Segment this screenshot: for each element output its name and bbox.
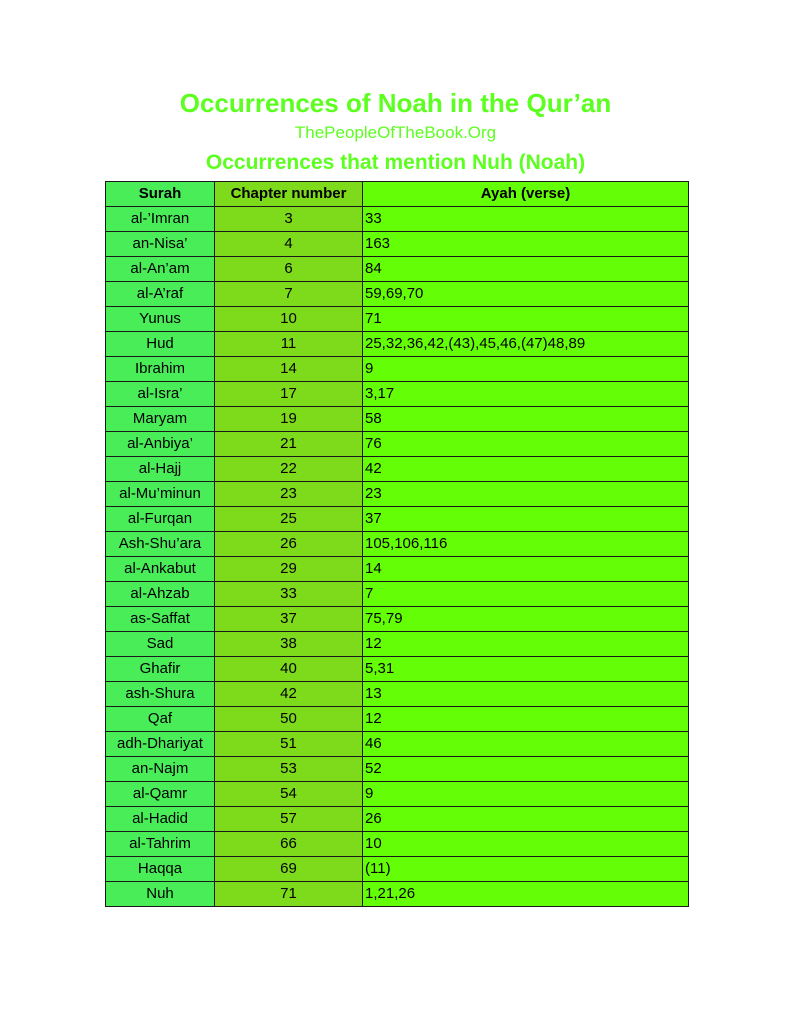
surah-cell: al-Hajj (106, 457, 215, 482)
ayah-cell: 42 (363, 457, 689, 482)
table-row (106, 482, 689, 507)
chapter-number-cell: 66 (215, 832, 363, 857)
header-chapter-number: Chapter number (215, 182, 363, 207)
header-row (106, 182, 689, 207)
table-row (106, 882, 689, 907)
table-row (106, 757, 689, 782)
ayah-cell: 33 (363, 207, 689, 232)
table-row (106, 707, 689, 732)
ayah-cell: 76 (363, 432, 689, 457)
ayah-cell: 105,106,116 (363, 532, 689, 557)
table-row (106, 282, 689, 307)
ayah-cell: (11) (363, 857, 689, 882)
table-row (106, 732, 689, 757)
surah-cell: an-Nisa’ (106, 232, 215, 257)
chapter-number-cell: 21 (215, 432, 363, 457)
chapter-number-cell: 42 (215, 682, 363, 707)
table-row (106, 432, 689, 457)
surah-cell: Haqqa (106, 857, 215, 882)
surah-cell: al-’Imran (106, 207, 215, 232)
surah-cell: al-An’am (106, 257, 215, 282)
ayah-cell: 5,31 (363, 657, 689, 682)
chapter-number-cell: 23 (215, 482, 363, 507)
surah-cell: Nuh (106, 882, 215, 907)
table-row (106, 657, 689, 682)
chapter-number-cell: 4 (215, 232, 363, 257)
surah-cell: Qaf (106, 707, 215, 732)
surah-cell: al-Anbiya’ (106, 432, 215, 457)
table-row (106, 607, 689, 632)
surah-cell: Maryam (106, 407, 215, 432)
surah-cell: al-Furqan (106, 507, 215, 532)
surah-cell: ash-Shura (106, 682, 215, 707)
ayah-cell: 13 (363, 682, 689, 707)
table-row (106, 407, 689, 432)
chapter-number-cell: 26 (215, 532, 363, 557)
site-name: ThePeopleOfTheBook.Org (294, 123, 497, 142)
surah-cell: al-Qamr (106, 782, 215, 807)
chapter-number-cell: 19 (215, 407, 363, 432)
chapter-number-cell: 71 (215, 882, 363, 907)
chapter-number-cell: 6 (215, 257, 363, 282)
surah-cell: al-Mu’minun (106, 482, 215, 507)
section-heading: Occurrences that mention Nuh (Noah) (205, 151, 586, 174)
occurrences-table (105, 181, 689, 907)
ayah-cell: 26 (363, 807, 689, 832)
table-row (106, 307, 689, 332)
ayah-cell: 10 (363, 832, 689, 857)
table-row (106, 632, 689, 657)
chapter-number-cell: 29 (215, 557, 363, 582)
ayah-cell: 7 (363, 582, 689, 607)
chapter-number-cell: 11 (215, 332, 363, 357)
page-title: Occurrences of Noah in the Qur’an (179, 88, 612, 118)
surah-cell: al-Ankabut (106, 557, 215, 582)
table-row (106, 532, 689, 557)
table-row (106, 507, 689, 532)
chapter-number-cell: 50 (215, 707, 363, 732)
surah-cell: Ghafir (106, 657, 215, 682)
table-row (106, 832, 689, 857)
surah-cell: adh-Dhariyat (106, 732, 215, 757)
ayah-cell: 23 (363, 482, 689, 507)
ayah-cell: 163 (363, 232, 689, 257)
ayah-cell: 58 (363, 407, 689, 432)
table-row (106, 857, 689, 882)
surah-cell: al-Hadid (106, 807, 215, 832)
table-row (106, 682, 689, 707)
ayah-cell: 9 (363, 782, 689, 807)
surah-cell: as-Saffat (106, 607, 215, 632)
table-row (106, 332, 689, 357)
surah-cell: al-A’raf (106, 282, 215, 307)
table-row (106, 207, 689, 232)
ayah-cell: 14 (363, 557, 689, 582)
surah-cell: Hud (106, 332, 215, 357)
chapter-number-cell: 22 (215, 457, 363, 482)
chapter-number-cell: 14 (215, 357, 363, 382)
chapter-number-cell: 54 (215, 782, 363, 807)
surah-cell: Yunus (106, 307, 215, 332)
table-body (106, 207, 689, 907)
ayah-cell: 84 (363, 257, 689, 282)
ayah-cell: 75,79 (363, 607, 689, 632)
table-row (106, 457, 689, 482)
table-header (106, 182, 689, 207)
surah-cell: al-Ahzab (106, 582, 215, 607)
chapter-number-cell: 33 (215, 582, 363, 607)
chapter-number-cell: 7 (215, 282, 363, 307)
table-row (106, 357, 689, 382)
surah-cell: al-Tahrim (106, 832, 215, 857)
table-row (106, 557, 689, 582)
surah-cell: Ibrahim (106, 357, 215, 382)
ayah-cell: 12 (363, 707, 689, 732)
chapter-number-cell: 3 (215, 207, 363, 232)
chapter-number-cell: 53 (215, 757, 363, 782)
table-row (106, 582, 689, 607)
ayah-cell: 12 (363, 632, 689, 657)
chapter-number-cell: 57 (215, 807, 363, 832)
ayah-cell: 46 (363, 732, 689, 757)
ayah-cell: 1,21,26 (363, 882, 689, 907)
chapter-number-cell: 69 (215, 857, 363, 882)
table-row (106, 257, 689, 282)
ayah-cell: 3,17 (363, 382, 689, 407)
table-row (106, 807, 689, 832)
header-surah: Surah (106, 182, 215, 207)
chapter-number-cell: 51 (215, 732, 363, 757)
table-row (106, 782, 689, 807)
chapter-number-cell: 25 (215, 507, 363, 532)
ayah-cell: 52 (363, 757, 689, 782)
chapter-number-cell: 40 (215, 657, 363, 682)
chapter-number-cell: 10 (215, 307, 363, 332)
ayah-cell: 9 (363, 357, 689, 382)
ayah-cell: 37 (363, 507, 689, 532)
ayah-cell: 25,32,36,42,(43),45,46,(47)48,89 (363, 332, 689, 357)
chapter-number-cell: 37 (215, 607, 363, 632)
table-row (106, 382, 689, 407)
surah-cell: al-Isra’ (106, 382, 215, 407)
ayah-cell: 71 (363, 307, 689, 332)
header-ayah: Ayah (verse) (363, 182, 689, 207)
chapter-number-cell: 17 (215, 382, 363, 407)
surah-cell: Ash-Shu’ara (106, 532, 215, 557)
table-row (106, 232, 689, 257)
ayah-cell: 59,69,70 (363, 282, 689, 307)
surah-cell: Sad (106, 632, 215, 657)
chapter-number-cell: 38 (215, 632, 363, 657)
surah-cell: an-Najm (106, 757, 215, 782)
